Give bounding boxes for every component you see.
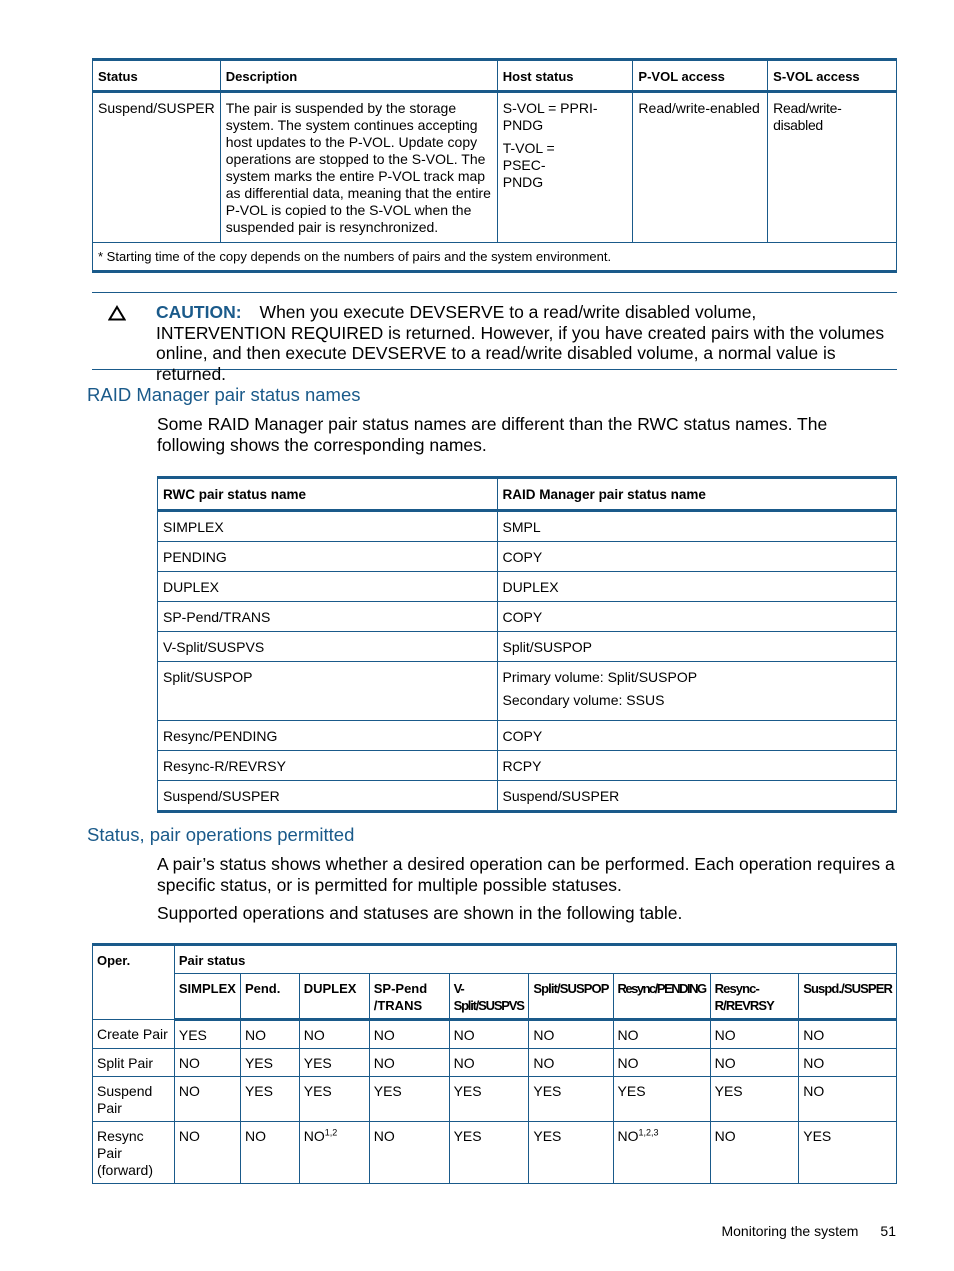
section-paragraph-1: A pair’s status shows whether a desired operation can be performed. Each operation requires a specific status, or is permitted for multiple possible statuses. [157, 854, 895, 895]
table-row [93, 92, 897, 243]
table-row: V-Split/SUSPVS Split/SUSPOP [158, 632, 897, 662]
table-row: Resync/PENDING COPY [158, 721, 897, 751]
caution-box [92, 292, 897, 384]
table-row: SP-Pend/TRANS COPY [158, 602, 897, 632]
section-paragraph-2: Supported operations and statuses are shown in the following table. [157, 903, 683, 923]
col-svol-access: S-VOL access [768, 60, 897, 92]
page-footer [721, 1223, 896, 1239]
footer-text: Monitoring the system [721, 1223, 859, 1239]
status-description-table [92, 58, 897, 273]
col-rwc-status: RWC pair status name [158, 478, 498, 511]
col-raid-status: RAID Manager pair status name [497, 478, 896, 511]
cell-status: Suspend/SUSPER [93, 92, 221, 243]
table-row: Split Pair NO YES YES NO NO NO NO NO NO [93, 1049, 897, 1077]
footnote-ref: 1,2,3 [638, 1127, 659, 1138]
caution-label: CAUTION: [156, 302, 242, 322]
footnote-ref: 1,2 [324, 1127, 338, 1138]
primary-volume-status: Primary volume: Split/SUSPOP [502, 669, 698, 685]
col-oper: Oper. [93, 945, 175, 1020]
table-row: PENDING COPY [158, 542, 897, 572]
section-heading-raid-manager: RAID Manager pair status names [87, 384, 361, 405]
cell-host-status [497, 92, 633, 243]
col-host-status: Host status [497, 60, 633, 92]
section-paragraph: Some RAID Manager pair status names are different than the RWC status names. The following shows the corresponding names. [157, 414, 828, 455]
section-heading-operations: Status, pair operations permitted [87, 824, 355, 845]
table-row: Suspend/SUSPER Suspend/SUSPER [158, 781, 897, 812]
host-status-line1: S-VOL = PPRI-PNDG [502, 100, 598, 133]
table-row: SIMPLEX SMPL [158, 511, 897, 542]
table-row: Resync-R/REVRSY RCPY [158, 751, 897, 781]
table-row: Suspend Pair NO YES YES YES YES YES YES YES NO [93, 1077, 897, 1122]
table-row: Resync Pair (forward) NO NO NO$^{1,2}$ NO YES YES NO$^{1,2,3}$ NO YES [93, 1122, 897, 1184]
page-number: 51 [880, 1223, 896, 1239]
host-status-line2: T-VOL = PSEC-PNDG [502, 140, 555, 190]
operations-table: Oper. Pair status SIMPLEX Pend. DUPLEX SP-Pend /TRANS V-Split/SUSPVS Split/SUSPOP Resync/PENDING Resync-R/REVRSY Suspd./SUSPER Create Pair YES NO NO NO NO NO NO NO NO Split Pair NO YES YES NO NO NO NO NO NO Suspend Pair NO YES YES YES YES YES YES YES NO Resync Pair (forward) NO NO NO$^{1,2}$ NO YES YES NO$^{1,2,3}$ NO YES [92, 943, 897, 1184]
secondary-volume-status: Secondary volume: SSUS [502, 692, 665, 708]
cell-svol-access: Read/write-disabled [768, 92, 897, 243]
warning-triangle-icon [108, 305, 126, 321]
table-row: Split/SUSPOP Primary volume: Split/SUSPOP Secondary volume: SSUS [158, 662, 897, 721]
col-description: Description [220, 60, 497, 92]
cell-description: The pair is suspended by the storage system. The system continues accepting host updates to the P-VOL. Update copy operations are stopped to the S-VOL. The system marks the entire P-VOL track map as differential data, meaning that the entire P-VOL is copied to the S-VOL when the suspended pair is resynchronized. [220, 92, 497, 243]
col-pair-status: Pair status [174, 945, 896, 974]
table-row: Create Pair YES NO NO NO NO NO NO NO NO [93, 1020, 897, 1049]
caution-text: When you execute DEVSERVE to a read/write disabled volume, INTERVENTION REQUIRED is returned. However, if you have created pairs with the volumes online, and then execute DEVSERVE to a read/write disabled volume, a normal value is returned. [156, 302, 885, 384]
status-names-table [157, 476, 897, 813]
col-pvol-access: P-VOL access [633, 60, 768, 92]
table-row: DUPLEX DUPLEX [158, 572, 897, 602]
table-footnote: * Starting time of the copy depends on the numbers of pairs and the system environment. [93, 243, 897, 272]
cell-pvol-access: Read/write-enabled [633, 92, 768, 243]
col-status: Status [93, 60, 221, 92]
